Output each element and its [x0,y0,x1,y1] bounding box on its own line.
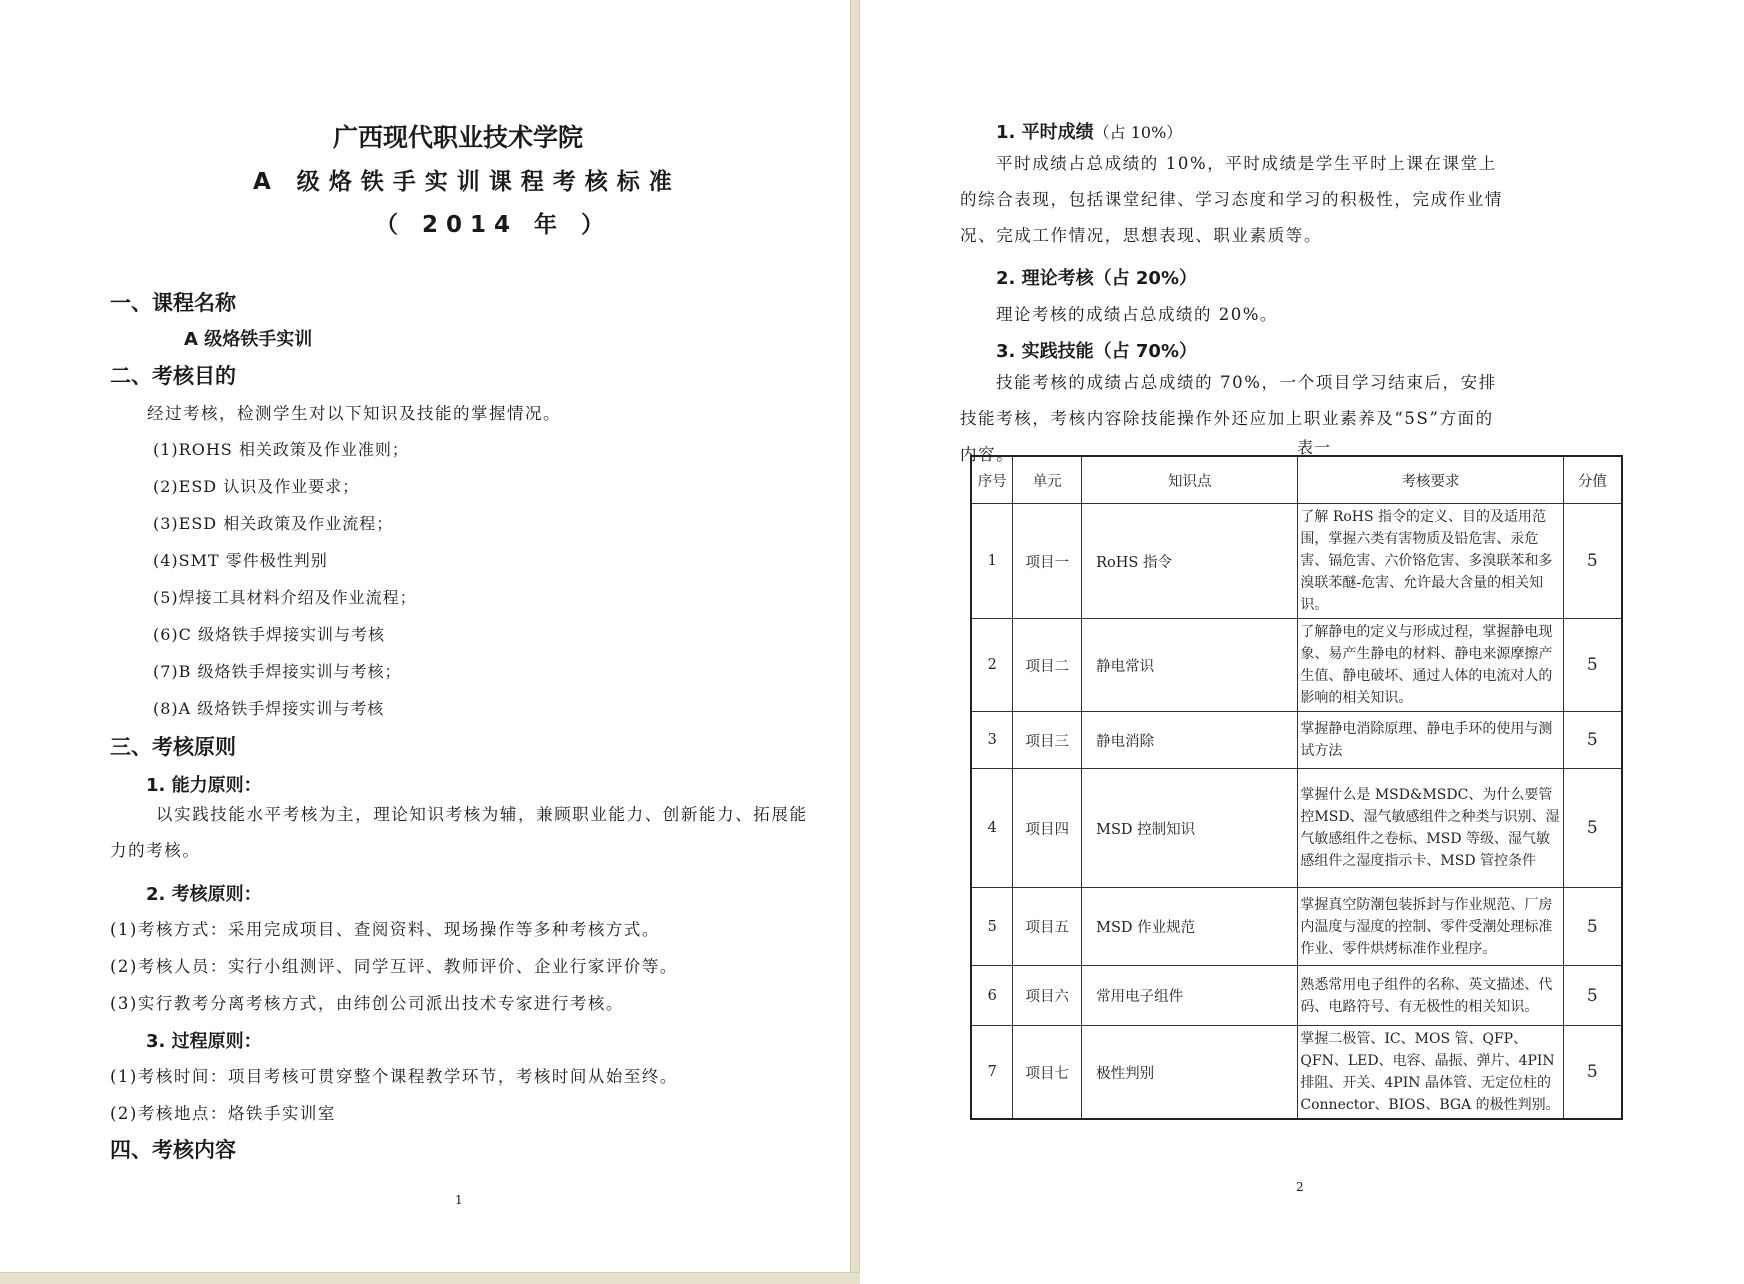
cell-no: 7 [971,1026,1013,1120]
objective-item: (3)ESD 相关政策及作业流程； [153,514,394,533]
table-row [971,712,1622,769]
table-row [971,1026,1622,1120]
grade-3-text: 技能考核的成绩占总成绩的 70%，一个项目学习结束后，安排技能考核，考核内容除技能操作外还应加上职业素养及“5S”方面的内容。 [960,373,1497,464]
principle-1-heading: 1. 能力原则： [146,775,262,796]
principle-2-heading: 2. 考核原则： [146,884,262,905]
cell-no: 1 [971,504,1013,619]
page-bottom-edge [0,1272,906,1284]
cell-topic: MSD 作业规范 [1082,888,1298,966]
cell-unit: 项目一 [1013,504,1082,619]
doc-year: （ 2014 年 ） [375,212,613,238]
objective-item: (7)B 级烙铁手焊接实训与考核； [153,662,402,681]
objective-item: (4)SMT 零件极性判别 [153,551,328,570]
table-caption: 表一 [1297,438,1332,457]
cell-requirement: 了解 RoHS 指令的定义、目的及适用范围，掌握六类有害物质及铅危害、汞危害、镉危害、六价铬危害、多溴联苯和多溴联苯醚-危害、允许最大含量的相关知识。 [1298,504,1563,619]
grade-1-heading [996,118,1182,144]
section-2-heading: 二、考核目的 [110,364,236,388]
header-requirement: 考核要求 [1298,456,1563,504]
objective-item: (2)ESD 认识及作业要求； [153,477,360,496]
table-row [971,504,1622,619]
grade-1-title: 1. 平时成绩 [996,122,1094,143]
cell-requirement: 了解静电的定义与形成过程，掌握静电现象、易产生静电的材料、静电来源摩擦产生值、静电破坏、通过人体的电流对人的影响的相关知识。 [1298,619,1563,712]
cell-topic: 静电常识 [1082,619,1298,712]
table-row [971,966,1622,1026]
grade-1-text: 平时成绩占总成绩的 10%，平时成绩是学生平时上课在课堂上的综合表现，包括课堂纪律、学习态度和学习的积极性，完成作业情况、完成工作情况，思想表现、职业素质等。 [960,154,1503,245]
page-number: 2 [1296,1180,1304,1194]
section-2-intro: 经过考核，检测学生对以下知识及技能的掌握情况。 [147,404,561,423]
grade-1-note: （占 10%） [1093,123,1183,142]
cell-topic: RoHS 指令 [1082,504,1298,619]
cell-unit: 项目三 [1013,712,1082,769]
cell-score: 5 [1563,888,1622,966]
cell-unit: 项目五 [1013,888,1082,966]
cell-requirement: 熟悉常用电子组件的名称、英文描述、代码、电路符号、有无极性的相关知识。 [1298,966,1563,1026]
header-no: 序号 [971,456,1013,504]
cell-score: 5 [1563,712,1622,769]
cell-topic: MSD 控制知识 [1082,769,1298,888]
section-4-heading: 四、考核内容 [110,1138,236,1162]
cell-no: 5 [971,888,1013,966]
principle-1-text: 以实践技能水平考核为主，理论知识考核为辅，兼顾职业能力、创新能力、拓展能力的考核。 [110,805,808,860]
cell-unit: 项目二 [1013,619,1082,712]
grade-3-heading: 3. 实践技能（占 70%） [996,341,1197,362]
table-row [971,888,1622,966]
doc-school-title: 广西现代职业技术学院 [333,123,584,152]
page-divider [850,0,860,1284]
course-name: A 级烙铁手实训 [184,329,313,350]
cell-score: 5 [1563,1026,1622,1120]
cell-score: 5 [1563,504,1622,619]
cell-score: 5 [1563,769,1622,888]
cell-unit: 项目六 [1013,966,1082,1026]
cell-no: 4 [971,769,1013,888]
principle-3-item: (1)考核时间：项目考核可贯穿整个课程教学环节，考核时间从始至终。 [110,1067,678,1086]
cell-no: 6 [971,966,1013,1026]
objective-item: (1)ROHS 相关政策及作业准则； [153,440,409,459]
header-score: 分值 [1563,456,1622,504]
cell-requirement: 掌握什么是 MSD&MSDC、为什么要管控MSD、湿气敏感组件之种类与识别、湿气敏感组件之卷标、MSD 等级、湿气敏感组件之湿度指示卡、MSD 管控条件 [1298,769,1563,888]
principle-3-heading: 3. 过程原则： [146,1031,262,1052]
cell-unit: 项目四 [1013,769,1082,888]
doc-course-title: A 级烙铁手实训课程考核标准 [253,169,681,195]
table-row [971,769,1622,888]
page-1 [0,0,850,1284]
grade-2-heading: 2. 理论考核（占 20%） [996,268,1197,289]
grade-2-text: 理论考核的成绩占总成绩的 20%。 [996,305,1278,324]
principle-3-item: (2)考核地点：烙铁手实训室 [110,1104,336,1123]
principle-2-item: (1)考核方式：采用完成项目、查阅资料、现场操作等多种考核方式。 [110,920,660,939]
principle-2-item: (2)考核人员：实行小组测评、同学互评、教师评价、企业行家评价等。 [110,957,678,976]
cell-requirement: 掌握静电消除原理、静电手环的使用与测试方法 [1298,712,1563,769]
header-topic: 知识点 [1082,456,1298,504]
objective-item: (8)A 级烙铁手焊接实训与考核 [153,699,385,718]
table-header-row [971,456,1622,504]
cell-requirement: 掌握真空防潮包装拆封与作业规范、厂房内温度与湿度的控制、零件受潮处理标准作业、零件烘烤标准作业程序。 [1298,888,1563,966]
table-row [971,619,1622,712]
objective-item: (5)焊接工具材料介绍及作业流程； [153,588,417,607]
assessment-table [970,455,1623,1120]
page-number: 1 [455,1193,463,1207]
header-unit: 单元 [1013,456,1082,504]
section-3-heading: 三、考核原则 [110,735,236,759]
cell-topic: 静电消除 [1082,712,1298,769]
cell-requirement: 掌握二极管、IC、MOS 管、QFP、QFN、LED、电容、晶振、弹片、4PIN 排阻、开关、4PIN 晶体管、无定位柱的Connector、BIOS、BGA 的极性判别。 [1298,1026,1563,1120]
cell-score: 5 [1563,619,1622,712]
cell-topic: 常用电子组件 [1082,966,1298,1026]
section-1-heading: 一、课程名称 [110,291,236,315]
cell-no: 2 [971,619,1013,712]
principle-2-item: (3)实行教考分离考核方式，由纬创公司派出技术专家进行考核。 [110,994,624,1013]
objective-item: (6)C 级烙铁手焊接实训与考核 [153,625,385,644]
cell-unit: 项目七 [1013,1026,1082,1120]
cell-score: 5 [1563,966,1622,1026]
cell-no: 3 [971,712,1013,769]
cell-topic: 极性判别 [1082,1026,1298,1120]
